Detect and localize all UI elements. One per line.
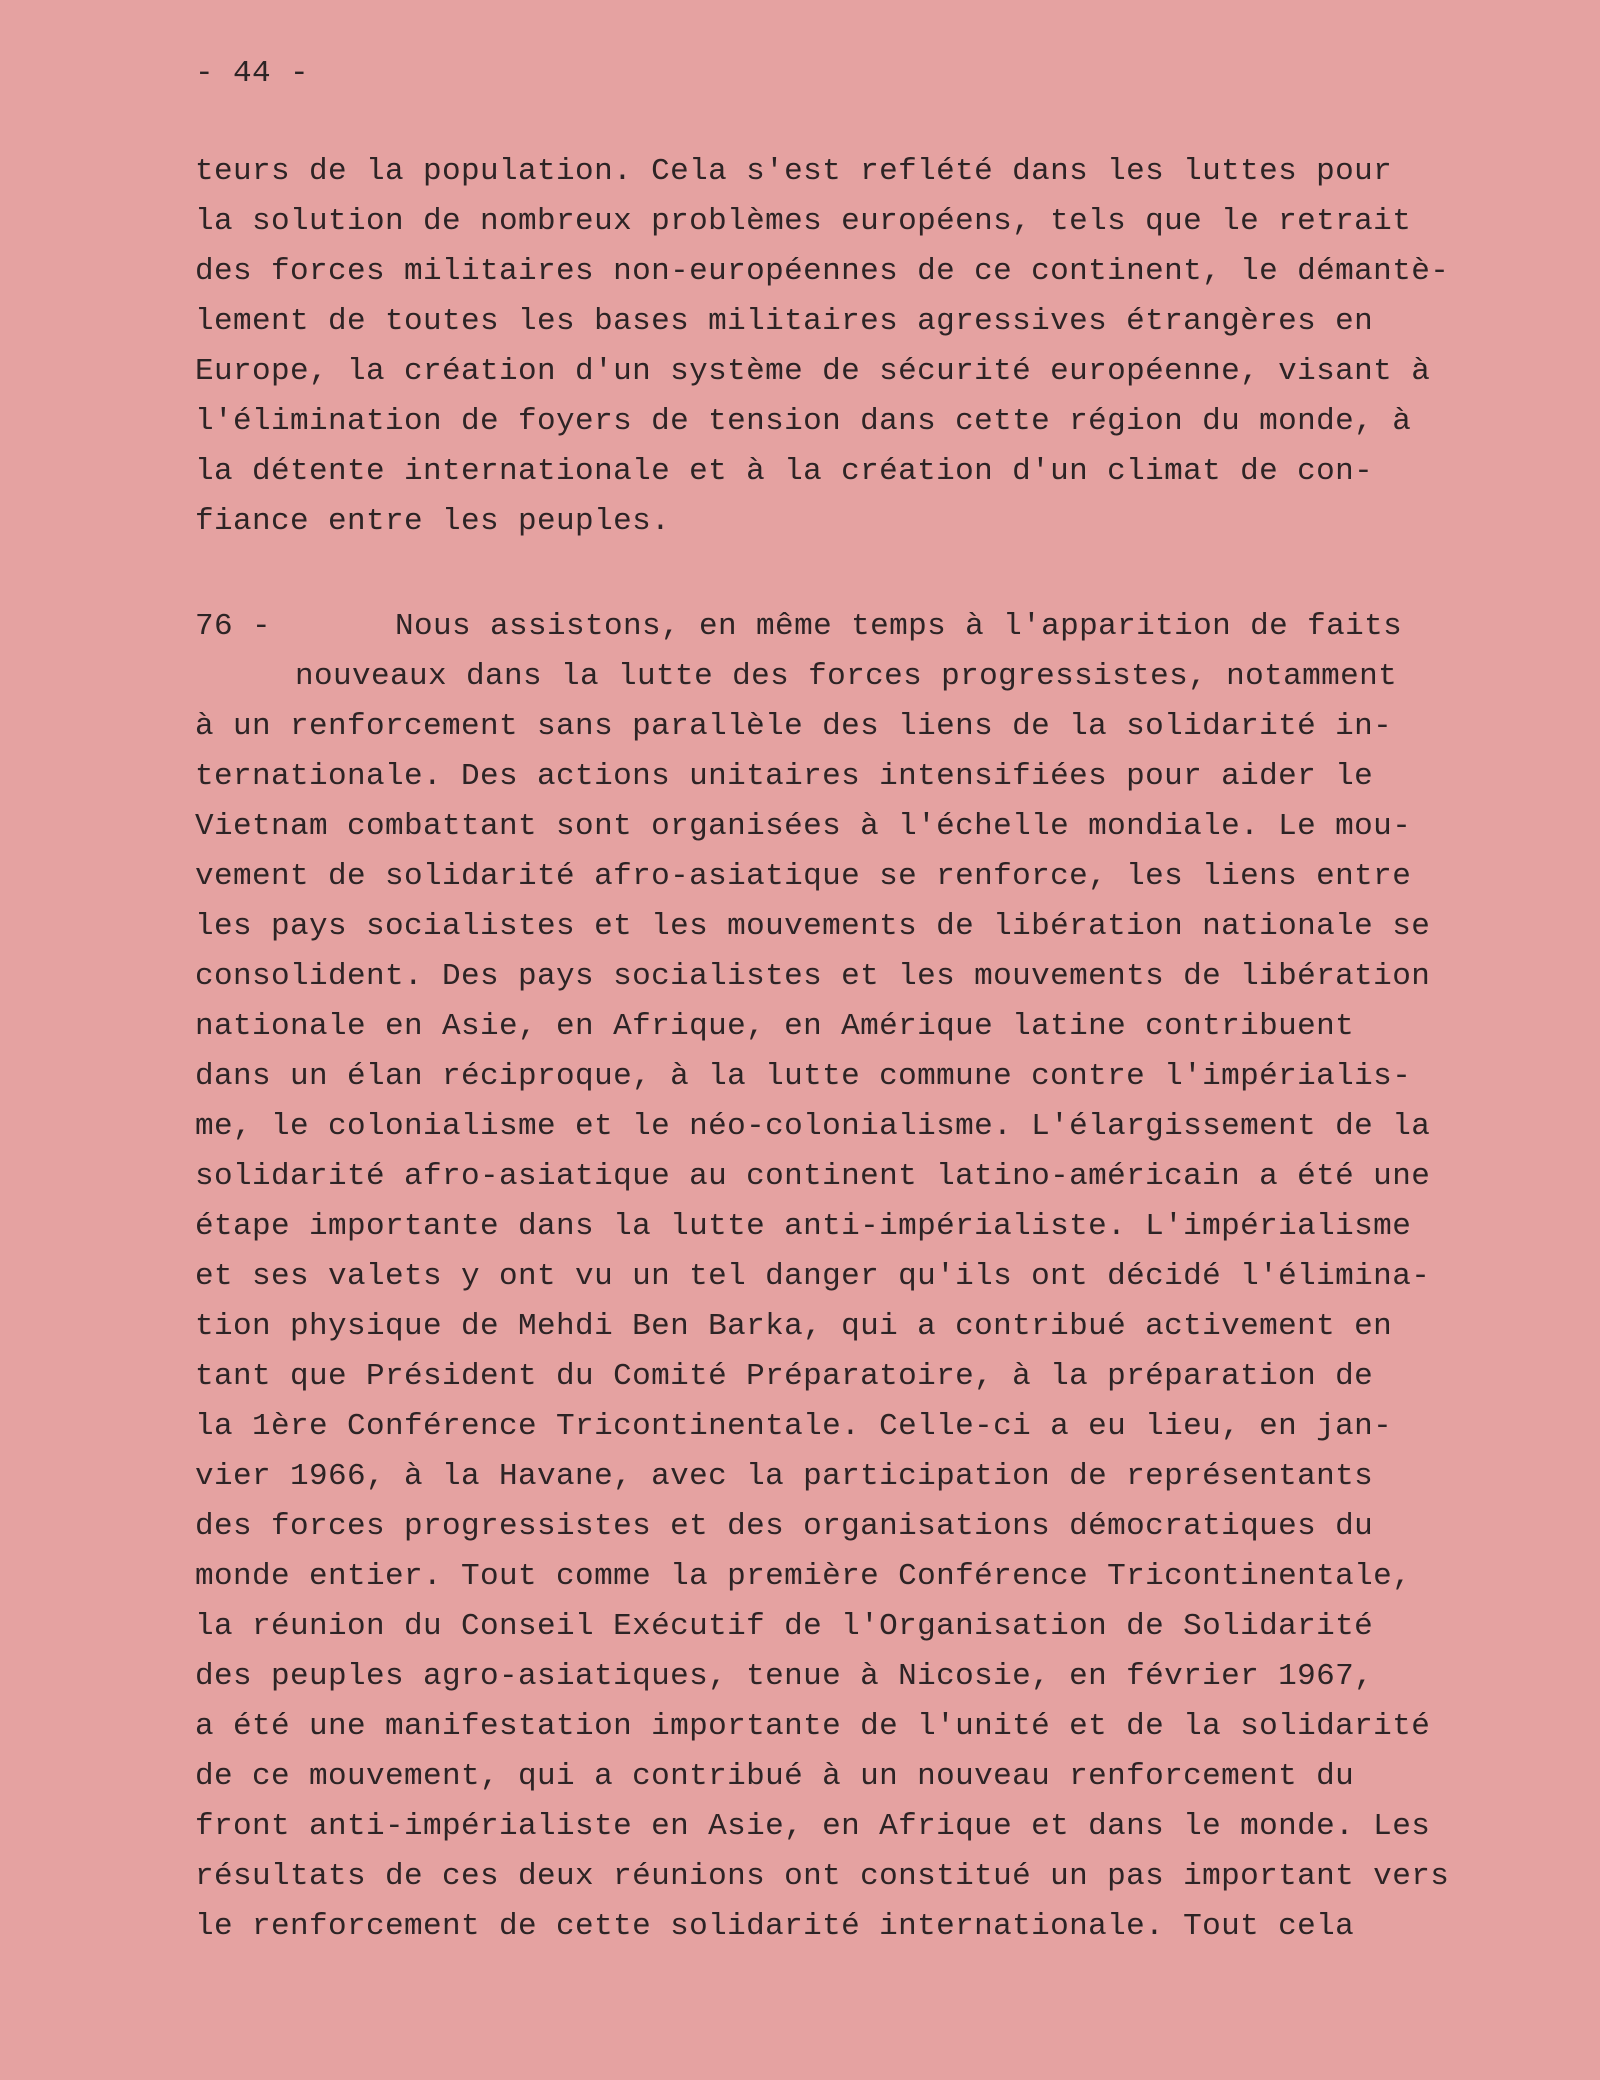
text-line: vement de solidarité afro-asiatique se renforce, les liens entre xyxy=(195,859,1412,894)
text-line: résultats de ces deux réunions ont constitué un pas important vers xyxy=(195,1859,1450,1894)
text-line: tant que Président du Comité Préparatoire, à la préparation de xyxy=(195,1359,1374,1394)
text-line: ternationale. Des actions unitaires intensifiées pour aider le xyxy=(195,759,1374,794)
text-line: consolident. Des pays socialistes et les mouvements de libération xyxy=(195,959,1431,994)
text-line: étape importante dans la lutte anti-impérialiste. L'impérialisme xyxy=(195,1209,1412,1244)
text-line: monde entier. Tout comme la première Conférence Tricontinentale, xyxy=(195,1559,1412,1594)
text-line: des forces progressistes et des organisations démocratiques du xyxy=(195,1509,1374,1544)
text-line: teurs de la population. Cela s'est reflété dans les luttes pour xyxy=(195,154,1393,189)
text-line: l'élimination de foyers de tension dans cette région du monde, à xyxy=(195,404,1412,439)
text-line: tion physique de Mehdi Ben Barka, qui a contribué activement en xyxy=(195,1309,1393,1344)
text-line: Europe, la création d'un système de sécurité européenne, visant à xyxy=(195,354,1431,389)
text-line: front anti-impérialiste en Asie, en Afrique et dans le monde. Les xyxy=(195,1809,1431,1844)
page-number: - 44 - xyxy=(195,56,310,91)
text-line: a été une manifestation importante de l'unité et de la solidarité xyxy=(195,1709,1431,1744)
text-line: des peuples agro-asiatiques, tenue à Nicosie, en février 1967, xyxy=(195,1659,1374,1694)
text-line: Nous assistons, en même temps à l'apparition de faits xyxy=(395,609,1403,644)
paragraph-number: 76 - xyxy=(195,609,272,644)
text-line: vier 1966, à la Havane, avec la participation de représentants xyxy=(195,1459,1374,1494)
text-line: et ses valets y ont vu un tel danger qu'ils ont décidé l'élimina- xyxy=(195,1259,1431,1294)
text-line: Vietnam combattant sont organisées à l'échelle mondiale. Le mou- xyxy=(195,809,1412,844)
text-line: dans un élan réciproque, à la lutte commune contre l'impérialis- xyxy=(195,1059,1412,1094)
text-line: de ce mouvement, qui a contribué à un nouveau renforcement du xyxy=(195,1759,1355,1794)
text-line: solidarité afro-asiatique au continent latino-américain a été une xyxy=(195,1159,1431,1194)
text-line: la détente internationale et à la création d'un climat de con- xyxy=(195,454,1374,489)
text-line: nouveaux dans la lutte des forces progressistes, notamment xyxy=(295,659,1398,694)
text-line: la 1ère Conférence Tricontinentale. Celle-ci a eu lieu, en jan- xyxy=(195,1409,1393,1444)
text-line: lement de toutes les bases militaires agressives étrangères en xyxy=(195,304,1374,339)
text-line: des forces militaires non-européennes de ce continent, le démantè- xyxy=(195,254,1450,289)
text-line: nationale en Asie, en Afrique, en Amérique latine contribuent xyxy=(195,1009,1355,1044)
text-line: me, le colonialisme et le néo-colonialisme. L'élargissement de la xyxy=(195,1109,1431,1144)
text-line: la réunion du Conseil Exécutif de l'Organisation de Solidarité xyxy=(195,1609,1374,1644)
text-line: les pays socialistes et les mouvements de libération nationale se xyxy=(195,909,1431,944)
text-line: la solution de nombreux problèmes européens, tels que le retrait xyxy=(195,204,1412,239)
text-line: fiance entre les peuples. xyxy=(195,504,671,539)
text-line: à un renforcement sans parallèle des liens de la solidarité in- xyxy=(195,709,1393,744)
text-line: le renforcement de cette solidarité internationale. Tout cela xyxy=(195,1909,1355,1944)
